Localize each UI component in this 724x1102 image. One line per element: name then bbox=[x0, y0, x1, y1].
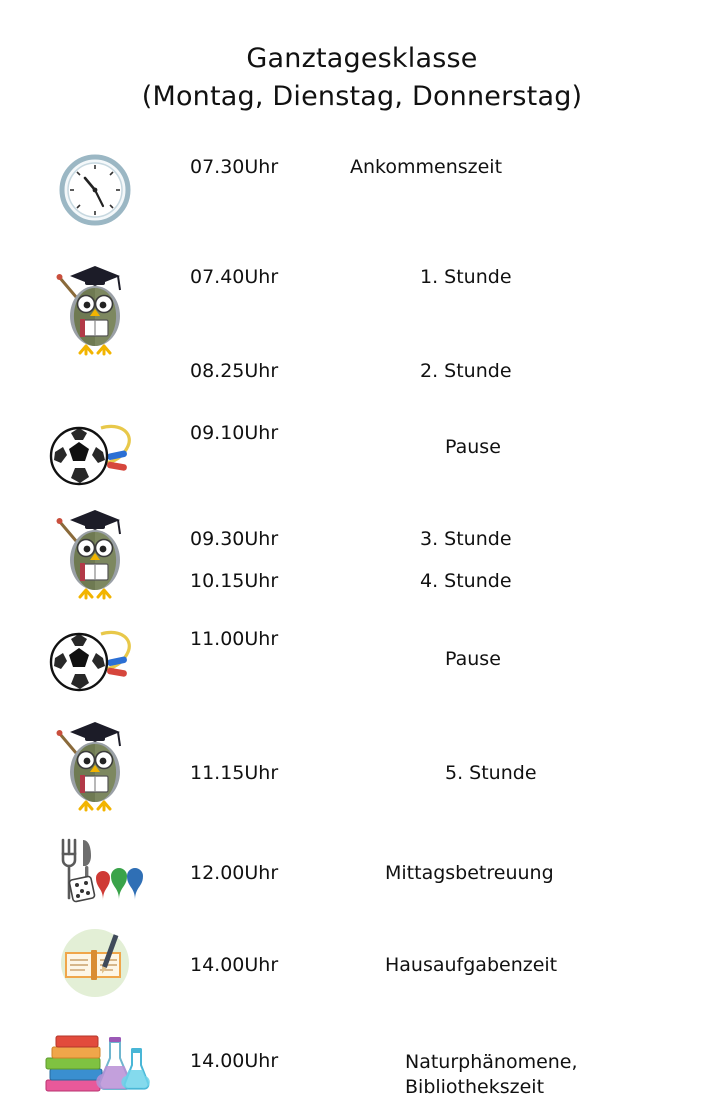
row-label: 2. Stunde bbox=[420, 359, 512, 382]
page-title bbox=[0, 0, 724, 116]
schedule-row bbox=[0, 926, 724, 1000]
schedule-row bbox=[0, 264, 724, 356]
row-time: 11.15Uhr bbox=[190, 761, 279, 784]
sports-ball-icon bbox=[49, 626, 141, 696]
schedule-row bbox=[0, 358, 724, 398]
homework-icon bbox=[49, 926, 141, 1000]
row-label: Pause bbox=[445, 435, 501, 458]
title-line-2: (Montag, Dienstag, Donnerstag) bbox=[141, 80, 583, 112]
schedule-row bbox=[0, 626, 724, 696]
owl-icon bbox=[52, 720, 138, 812]
icon-cell bbox=[0, 626, 190, 696]
books-science-icon bbox=[40, 1022, 150, 1102]
row-label: Pause bbox=[445, 647, 501, 670]
row-time: 12.00Uhr bbox=[190, 861, 279, 884]
owl-icon bbox=[52, 264, 138, 356]
schedule-list bbox=[0, 154, 724, 1102]
row-label: Hausaufgabenzeit bbox=[385, 953, 558, 976]
row-time: 07.30Uhr bbox=[190, 155, 279, 178]
row-label: Ankommenszeit bbox=[350, 155, 503, 178]
row-label: Mittagsbetreuung bbox=[385, 861, 554, 884]
row-time: 09.30Uhr bbox=[190, 527, 279, 550]
row-label-line-2: Bibliothekszeit bbox=[405, 1076, 545, 1099]
schedule-row bbox=[0, 1022, 724, 1102]
row-time: 14.00Uhr bbox=[190, 1049, 279, 1072]
schedule-row bbox=[0, 154, 724, 226]
row-label-line-1: Naturphänomene, bbox=[405, 1050, 578, 1073]
row-time: 09.10Uhr bbox=[190, 421, 279, 444]
sports-ball-icon bbox=[49, 420, 141, 490]
row-label: 1. Stunde bbox=[420, 265, 512, 288]
icon-cell bbox=[0, 926, 190, 1000]
row-label: 5. Stunde bbox=[445, 761, 537, 784]
row-time: 11.00Uhr bbox=[190, 627, 279, 650]
row-label: 3. Stunde bbox=[420, 527, 512, 550]
icon-cell bbox=[0, 834, 190, 906]
icon-cell bbox=[0, 154, 190, 226]
icon-cell bbox=[0, 720, 190, 812]
schedule-row bbox=[0, 834, 724, 906]
schedule-row bbox=[0, 568, 724, 608]
lunch-activity-icon bbox=[45, 834, 145, 906]
row-label: 4. Stunde bbox=[420, 569, 512, 592]
row-time: 08.25Uhr bbox=[190, 359, 279, 382]
row-time: 07.40Uhr bbox=[190, 265, 279, 288]
schedule-row bbox=[0, 720, 724, 812]
icon-cell bbox=[0, 264, 190, 356]
row-time: 14.00Uhr bbox=[190, 953, 279, 976]
clock-icon bbox=[59, 154, 131, 226]
row-label bbox=[350, 1022, 724, 1101]
title-line-1: Ganztagesklasse bbox=[246, 43, 478, 74]
icon-cell bbox=[0, 1022, 190, 1102]
icon-cell bbox=[0, 420, 190, 490]
row-time: 10.15Uhr bbox=[190, 569, 279, 592]
schedule-row bbox=[0, 420, 724, 490]
